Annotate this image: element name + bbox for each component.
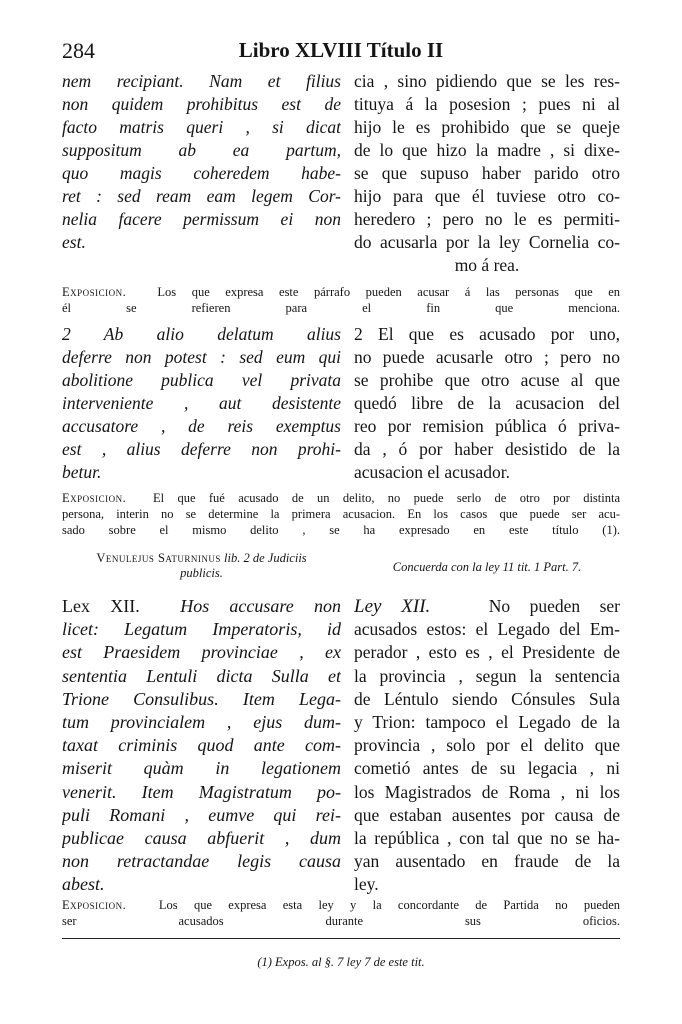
exposicion-note-1 — [62, 284, 620, 316]
latin-column-3 — [62, 595, 341, 897]
text-line: perador , esto es , el Presidente de — [354, 642, 620, 663]
text-line: venerit. Item Magistratum po- — [62, 781, 341, 802]
note-line: él se refieren para el fin que menciona. — [62, 301, 620, 315]
text-line: y Trion: tampoco el Legado de la — [354, 712, 620, 733]
source-attribution — [62, 551, 341, 581]
text-line: heredero ; pero no le es permiti- — [354, 209, 620, 229]
spanish-column-1 — [354, 70, 620, 277]
text-line: est , alius deferre non prohi- — [62, 439, 341, 459]
text-line: se que supuso haber parido otro — [354, 163, 620, 183]
exposicion-note-3 — [62, 897, 620, 929]
text-line: accusatore , de reis exemptus — [62, 416, 341, 436]
text-line: de Léntulo siendo Cónsules Sula — [354, 688, 620, 709]
text-line: publicae causa abfuerit , dum — [62, 828, 341, 849]
text-line: 2 El que es acusado por uno, — [354, 324, 620, 344]
text-line: reo por remision pública ó priva- — [354, 416, 620, 436]
text-line: acusados estos: el Legado del Em- — [354, 619, 620, 640]
text-line: ley. — [354, 874, 379, 895]
text-line: hijo para que él tuviese otro co- — [354, 186, 620, 206]
spanish-column-3 — [354, 595, 620, 897]
text-line: abest. — [62, 874, 105, 895]
text-line: yan ausentado en fraude de la — [354, 851, 620, 872]
note-line: sado sobre el mismo delito , se ha expresado en este título (1). — [62, 523, 620, 537]
latin-column-2 — [62, 323, 341, 484]
text-line: nem recipiant. Nam et filius — [62, 71, 341, 91]
text-line: provincia , solo por el delito que — [354, 735, 620, 756]
text-line: non retractandae legis causa — [62, 851, 341, 872]
footnote-divider — [62, 938, 620, 939]
text-line: deferre non potest : sed eum qui — [62, 347, 341, 367]
text-line: la república , con tal que no se ha- — [354, 828, 620, 849]
exposicion-label: Exposicion. — [62, 491, 127, 505]
text-line: hijo le es prohibido que se queje — [354, 117, 620, 137]
note-line: ser acusados durante sus oficios. — [62, 914, 620, 928]
text-line: cometió antes de su legacia , ni — [354, 758, 620, 779]
footnote: (1) Expos. al §. 7 ley 7 de este tit. — [257, 955, 425, 969]
author-name: Venulejus Saturninus — [96, 551, 221, 565]
text-line: quo magis coheredem habe- — [62, 163, 341, 183]
text-line: se prohibe que otro acuse al que — [354, 370, 620, 390]
text-line: quedó libre de la acusacion del — [354, 393, 620, 413]
concordance-note: Concuerda con la ley 11 tit. 1 Part. 7. — [392, 560, 582, 574]
text-line: da , ó por haber desistido de la — [354, 439, 620, 459]
text-line: los Magistrados de Roma , ni los — [354, 781, 620, 802]
text-line: no puede acusarle otro ; pero no — [354, 347, 620, 367]
note-line: Exposicion. El que fué acusado de un delito, no puede serlo de otro por distinta — [62, 491, 620, 505]
source-line: Venulejus Saturninus lib. 2 de Judiciis — [96, 551, 307, 565]
exposicion-label: Exposicion. — [62, 285, 127, 299]
text-line: taxat criminis quod ante com- — [62, 735, 341, 756]
text-line: tituya á la posesion ; pues ni al — [354, 94, 620, 114]
note-line: Exposicion. Los que expresa este párrafo pueden acusar á las personas que en — [62, 285, 620, 299]
text-line: non quidem prohibitus est de — [62, 94, 341, 114]
text-line: puli Romani , eumve qui rei- — [62, 804, 341, 825]
note-line: Exposicion. Los que expresa esta ley y la concordante de Partida no pueden — [62, 898, 620, 912]
text-line: est Praesidem provinciae , ex — [62, 642, 341, 663]
text-line: suppositum ab ea partum, — [62, 140, 341, 160]
text-line: miserit quàm in legationem — [62, 758, 341, 779]
text-line: la provincia , segun la sentencia — [354, 665, 620, 686]
text-line: tum provincialem , ejus dum- — [62, 712, 341, 733]
text-line: sententia Lentuli dicta Sulla et — [62, 665, 341, 686]
text-line: nelia facere permissum ei non — [62, 209, 341, 229]
text-line: Ley XII. No pueden ser — [354, 596, 620, 617]
spanish-column-2 — [354, 323, 620, 484]
page-number: 284 — [62, 38, 95, 63]
text-line: facto matris queri , si dicat — [62, 117, 341, 137]
text-line: Lex XII. Hos accusare non — [62, 596, 341, 616]
running-header — [62, 38, 620, 64]
text-line: mo á rea. — [454, 255, 520, 275]
exposicion-label: Exposicion. — [62, 898, 127, 912]
text-line: de lo que hizo la madre , si dixe- — [354, 140, 620, 160]
text-line: 2 Ab alio delatum alius — [62, 324, 341, 344]
text-line: interveniente , aut desistente — [62, 393, 341, 413]
text-line: acusacion el acusador. — [354, 462, 510, 482]
latin-column-1 — [62, 70, 341, 254]
text-line: betur. — [62, 462, 102, 482]
running-title: Libro XLVIII Título II — [238, 38, 444, 62]
text-line: est. — [62, 232, 86, 252]
text-line: abolitione publica vel privata — [62, 370, 341, 390]
text-line: do acusarla por la ley Cornelia co- — [354, 232, 620, 252]
text-line: ret : sed ream eam legem Cor- — [62, 186, 341, 206]
exposicion-note-2 — [62, 490, 620, 538]
source-line: publicis. — [180, 566, 223, 580]
note-line: persona, interin no se determine la primera acusacion. En los casos que puede ser acu- — [62, 507, 620, 521]
text-line: cia , sino pidiendo que se les res- — [354, 71, 620, 91]
text-line: licet: Legatum Imperatoris, id — [62, 619, 341, 640]
text-line: Trione Consulibus. Item Lega- — [62, 688, 341, 709]
text-line: que estaban ausentes por causa de — [354, 804, 620, 825]
